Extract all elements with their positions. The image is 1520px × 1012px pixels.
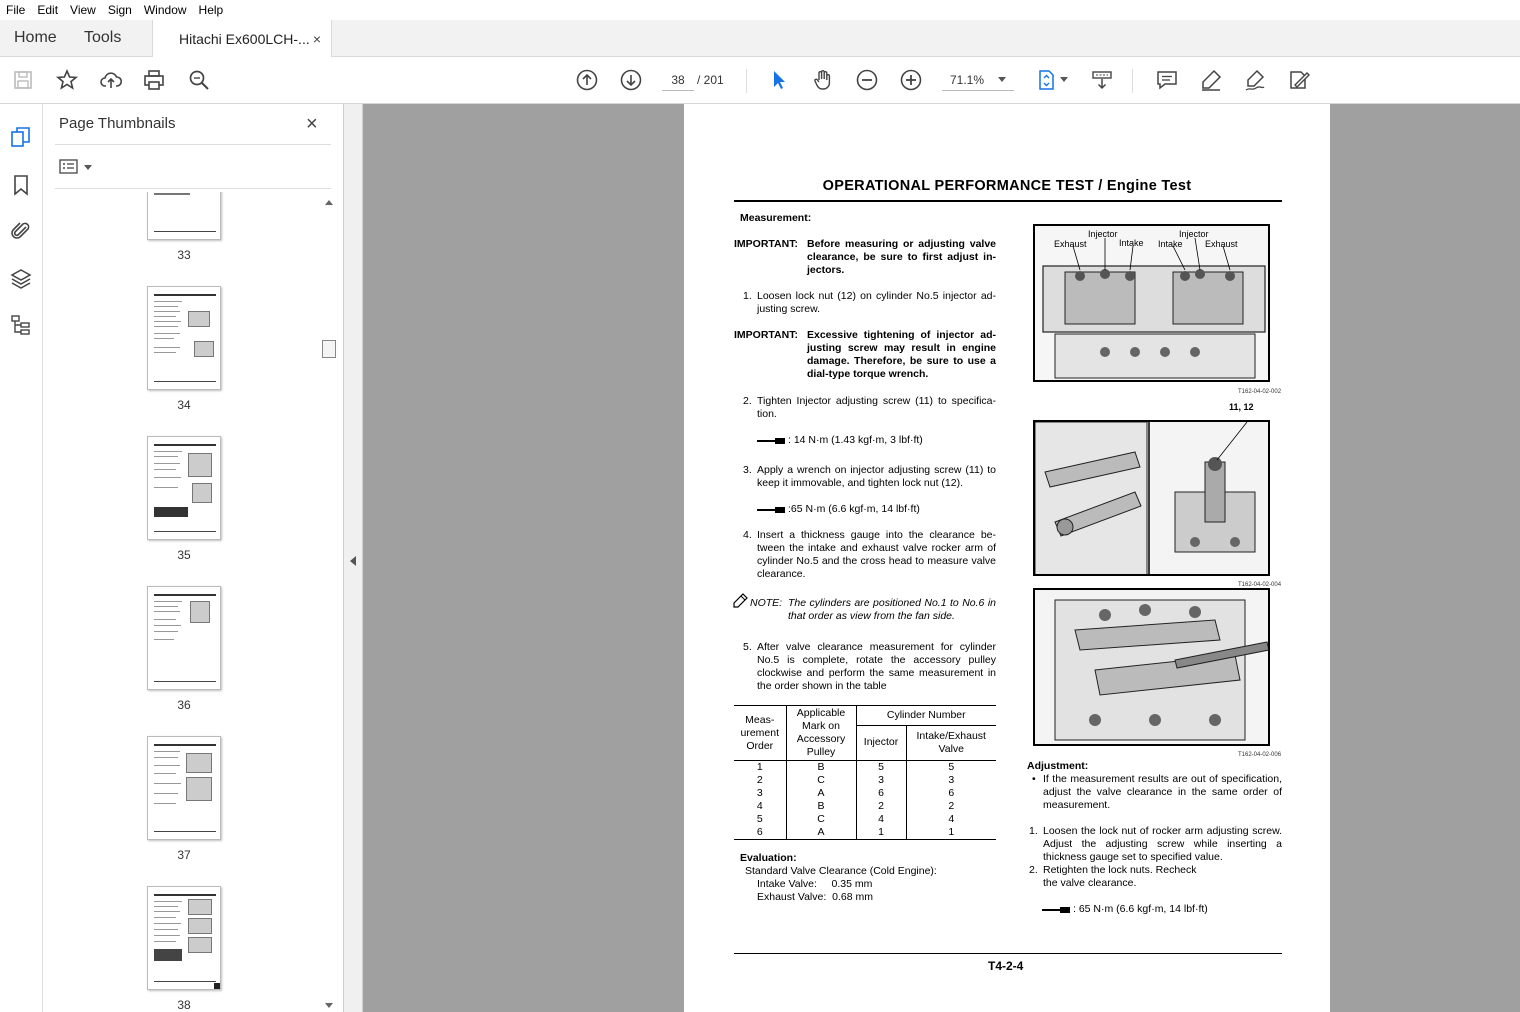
menu-edit[interactable]: Edit [37, 3, 59, 17]
toolbar-divider [1132, 69, 1133, 93]
page-total: / 201 [697, 73, 724, 87]
list-options-icon [59, 159, 79, 175]
table-cell: 4 [906, 813, 996, 826]
step-number: 2. [1029, 864, 1038, 876]
thumbnail-label: 36 [177, 698, 191, 712]
engine-figure-3 [1033, 588, 1270, 746]
table-cell: 3 [856, 774, 906, 787]
toolbar-divider [746, 69, 747, 93]
table-header-injector: Injector [856, 725, 906, 760]
thumbnail-label: 38 [177, 998, 191, 1012]
zoom-in-icon[interactable] [898, 67, 924, 93]
figure-callout: 11, 12 [1229, 402, 1254, 412]
table-cell: 5 [856, 761, 906, 775]
important-label: IMPORTANT: [734, 329, 798, 341]
zoom-level-select[interactable]: 71.1% [942, 69, 1014, 91]
table-cell: 5 [756, 813, 763, 825]
table-row [734, 826, 996, 840]
thumbnail-label: 37 [177, 848, 191, 862]
document-viewer[interactable] [363, 104, 1520, 1012]
bookmark-icon[interactable] [8, 172, 34, 198]
document-page [684, 104, 1330, 1012]
injector-adjust-illustration [1035, 422, 1270, 576]
adjust-step-1-text: Loosen the lock nut of rocker arm adjusting screw. Adjust the adjusting screw while inserting a thickness gauge set to specified value. [1043, 825, 1282, 863]
important-text-1: Before measuring or adjusting valve clearance, be sure to first adjust in- jectors. [807, 238, 996, 276]
thumbnail-page-36[interactable] [147, 586, 221, 690]
panel-title: Page Thumbnails [59, 115, 176, 132]
table-row [734, 787, 996, 800]
hand-tool-icon[interactable] [810, 67, 836, 93]
bullet: • [1032, 773, 1036, 785]
print-icon[interactable] [141, 67, 167, 93]
torque-wrench-icon [1042, 905, 1072, 915]
menu-view[interactable]: View [70, 3, 96, 17]
tab-close-icon[interactable]: × [312, 30, 321, 47]
measurement-order-table [734, 705, 996, 840]
table-cell: 6 [906, 787, 996, 800]
table-cell: 2 [856, 800, 906, 813]
menu-bar [0, 0, 1520, 20]
thumbnail-label: 34 [177, 398, 191, 412]
step-number: 2. [743, 395, 752, 407]
fit-page-icon[interactable] [1034, 67, 1060, 93]
thumbnail-list [55, 192, 325, 1012]
engine-figure-1 [1033, 224, 1270, 382]
figure-code: T162-04-02-004 [1238, 582, 1282, 588]
tab-home[interactable]: Home [14, 29, 57, 46]
chevron-down-icon[interactable] [998, 77, 1006, 82]
step-2-text: Tighten Injector adjusting screw (11) to specifica- tion. [757, 395, 996, 420]
measurement-heading: Measurement: [740, 212, 812, 224]
note-pencil-icon [733, 593, 748, 608]
thumbnail-options-button[interactable] [59, 158, 95, 176]
adjustment-heading: Adjustment: [1027, 760, 1089, 772]
table-cell: 1 [856, 826, 906, 840]
table-cell: C [786, 774, 856, 787]
thumbnail-label: 35 [177, 548, 191, 562]
step-number: 4. [743, 529, 752, 541]
torque-wrench-icon [757, 436, 787, 446]
step-number: 5. [743, 641, 752, 653]
figure-label: Injector [1088, 229, 1118, 239]
zoom-out-icon[interactable] [854, 67, 880, 93]
select-cursor-icon[interactable] [766, 67, 792, 93]
main-toolbar [0, 57, 1520, 104]
more-tools-icon[interactable] [1286, 67, 1312, 93]
search-zoom-icon[interactable] [186, 67, 212, 93]
comment-icon[interactable] [1154, 67, 1180, 93]
close-icon[interactable]: × [306, 113, 318, 135]
tab-bar [0, 20, 1520, 57]
important-text-2: Excessive tightening of injector ad- justing screw may result in engine damage. Therefore, be sure to use a dial-type torque wrench. [807, 329, 996, 380]
thumbnail-page-33[interactable] [147, 192, 221, 240]
important-label: IMPORTANT: [734, 238, 798, 250]
figure-label: Intake [1119, 238, 1144, 248]
standard-clearance-text: Standard Valve Clearance (Cold Engine): [745, 865, 937, 877]
table-cell: 2 [756, 774, 763, 786]
page-number-input[interactable]: 38 [662, 69, 694, 91]
adjustment-text: If the measurement results are out of specification, adjust the valve clearance in the same order of measurement. [1043, 773, 1282, 811]
figure-label: Intake [1158, 239, 1183, 249]
table-cell: A [786, 787, 856, 800]
layers-icon[interactable] [8, 266, 34, 292]
note-text: The cylinders are positioned No.1 to No.6 in that order as view from the fan side. [788, 597, 996, 622]
torque-wrench-icon [757, 505, 787, 515]
figure-label: Exhaust [1054, 239, 1087, 249]
step-5-text: After valve clearance measurement for cylinder No.5 is complete, rotate the accessory pulley clockwise and perform the same measurement in the order shown in the table [757, 641, 996, 692]
thumbnail-page-35[interactable] [147, 436, 221, 540]
page-title: OPERATIONAL PERFORMANCE TEST / Engine Test [822, 178, 1192, 194]
panel-divider [55, 188, 331, 189]
fit-options-caret-icon[interactable] [1060, 77, 1068, 82]
table-cell: 2 [906, 800, 996, 813]
page-thumbnails-icon[interactable] [8, 124, 34, 150]
page-footer-number: T4-2-4 [988, 959, 1024, 973]
scrollbar-handle[interactable] [322, 340, 336, 358]
evaluation-heading: Evaluation: [740, 852, 797, 864]
footer-rule [734, 953, 1282, 954]
adjust-step-2-text: Retighten the lock nuts. Recheck the valve clearance. [1043, 864, 1197, 889]
table-cell: C [786, 813, 856, 826]
table-header-valve: Intake/Exhaust Valve [906, 725, 996, 760]
table-cell: 6 [734, 826, 786, 840]
menu-file[interactable]: File [6, 3, 26, 17]
step-number: 1. [1029, 825, 1038, 837]
table-cell: 5 [906, 761, 996, 775]
menu-help[interactable]: Help [198, 3, 224, 17]
previous-page-icon[interactable] [574, 67, 600, 93]
note-label: NOTE: [750, 597, 783, 609]
collapse-panel-icon[interactable] [350, 556, 356, 566]
step-1-text: Loosen lock nut (12) on cylinder No.5 injector ad- justing screw. [757, 290, 996, 315]
valve-rocker-illustration [1035, 226, 1270, 382]
torque-spec-2: :65 N·m (6.6 kgf·m, 14 lbf·ft) [788, 503, 920, 515]
table-cell: B [786, 800, 856, 813]
torque-spec-3: : 65 N·m (6.6 kgf·m, 14 lbf·ft) [1073, 903, 1208, 915]
figure-code: T162-04-02-006 [1238, 752, 1282, 758]
save-icon[interactable] [10, 67, 36, 93]
thumbnail-page-34[interactable] [147, 286, 221, 390]
thumbnail-page-37[interactable] [147, 736, 221, 840]
step-number: 3. [743, 464, 752, 476]
tab-tools[interactable]: Tools [84, 29, 122, 46]
exhaust-valve-spec: Exhaust Valve: 0.68 mm [757, 891, 873, 903]
tab-document[interactable] [152, 20, 332, 57]
thumbnail-scrollbar[interactable] [321, 196, 337, 1012]
torque-spec-1: : 14 N·m (1.43 kgf·m, 3 lbf·ft) [788, 434, 923, 446]
next-page-icon[interactable] [618, 67, 644, 93]
upload-cloud-icon[interactable] [98, 67, 124, 93]
intake-valve-spec: Intake Valve: 0.35 mm [757, 878, 873, 890]
step-3-text: Apply a wrench on injector adjusting screw (11) to keep it immovable, and tighten lock nut (12). [757, 464, 996, 489]
table-row [734, 774, 996, 787]
table-header-mark: Applicable Mark on Accessory Pulley [786, 706, 856, 761]
table-cell: 3 [756, 787, 763, 799]
menu-window[interactable]: Window [143, 3, 187, 17]
table-row [734, 813, 996, 826]
title-rule [734, 200, 1282, 202]
sign-pen-icon[interactable] [1242, 67, 1268, 93]
step-number: 1. [743, 290, 752, 302]
thickness-gauge-illustration [1035, 590, 1270, 746]
table-cell: B [786, 761, 856, 775]
engine-figure-2 [1033, 420, 1270, 576]
menu-sign[interactable]: Sign [107, 3, 132, 17]
table-row [734, 761, 996, 775]
step-4-text: Insert a thickness gauge into the clearance be- tween the intake and exhaust valve rocker arm of cylinder No.5 and the cross head to measure valve clearance. [757, 529, 996, 580]
table-header-order: Meas- urement Order [734, 706, 786, 761]
panel-splitter[interactable] [344, 104, 363, 1012]
highlight-pen-icon[interactable] [1198, 67, 1224, 93]
table-cell: A [786, 826, 856, 840]
page-thumbnails-panel [43, 104, 344, 1012]
table-cell: 3 [906, 774, 996, 787]
attachment-icon[interactable] [8, 218, 34, 244]
chevron-down-icon [83, 162, 93, 172]
table-cell: 4 [856, 813, 906, 826]
scroll-down-icon[interactable] [325, 1003, 333, 1008]
panel-divider [55, 144, 331, 145]
thumbnail-page-38[interactable] [147, 886, 221, 990]
table-cell: 1 [906, 826, 996, 840]
table-cell: 6 [856, 787, 906, 800]
table-cell: 1 [756, 761, 763, 773]
tab-document-title: Hitachi Ex600LCH-... [179, 30, 310, 47]
table-row [734, 800, 996, 813]
scroll-mode-icon[interactable] [1089, 67, 1115, 93]
figure-code: T162-04-02-002 [1238, 389, 1282, 395]
scroll-up-icon[interactable] [325, 200, 333, 205]
table-header-cylinder: Cylinder Number [856, 706, 996, 726]
figure-label: Injector [1179, 229, 1209, 239]
figure-label: Exhaust [1205, 239, 1238, 249]
left-navigation-rail [0, 104, 43, 1012]
bookmark-star-icon[interactable] [54, 67, 80, 93]
thumbnail-label: 33 [177, 248, 191, 262]
table-cell: 4 [756, 800, 763, 812]
content-tree-icon[interactable] [8, 312, 34, 338]
